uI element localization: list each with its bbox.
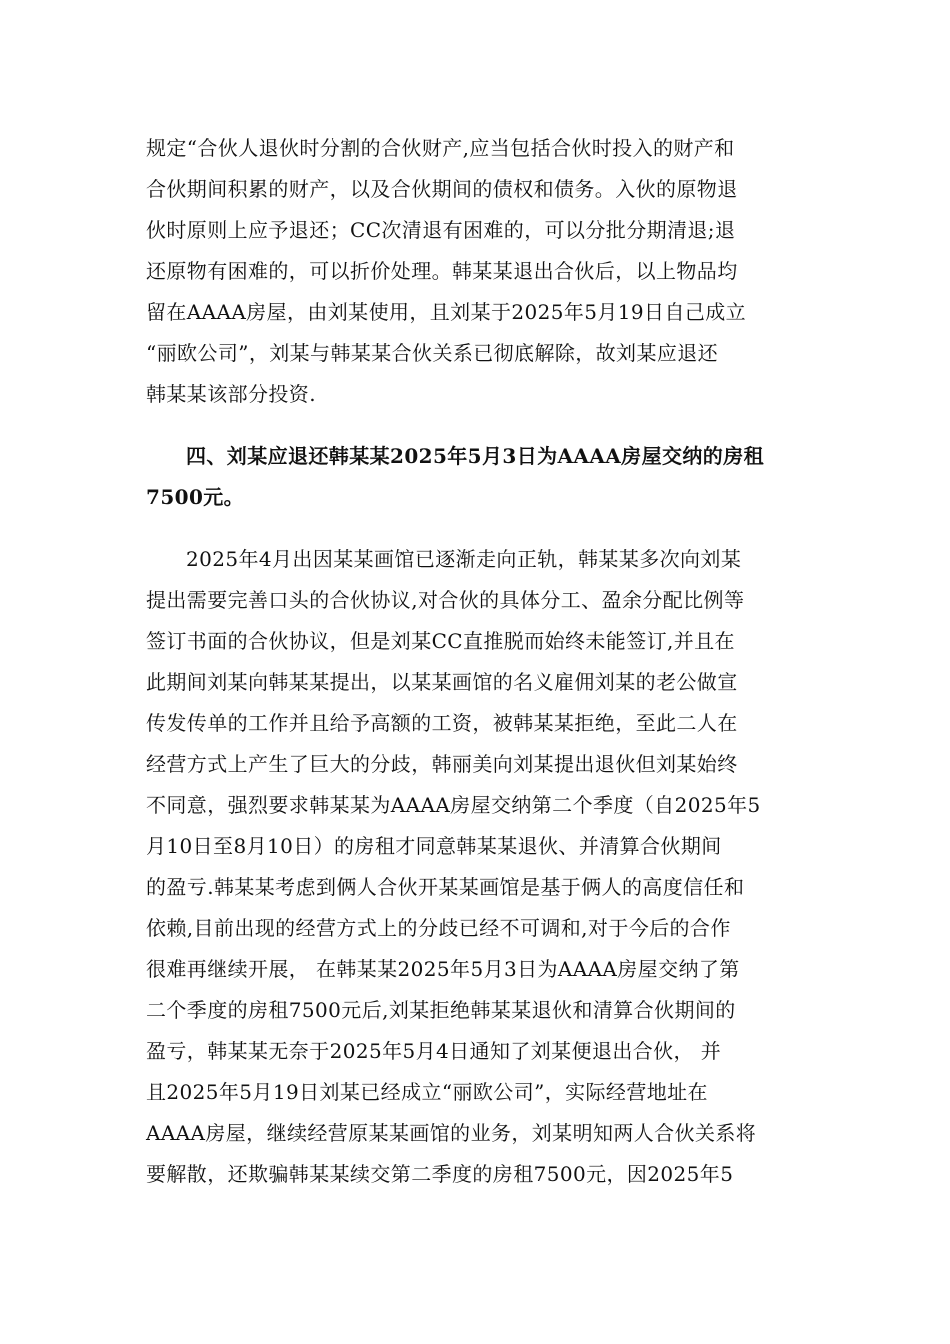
text-line: 二个季度的房租7500元后,刘某拒绝韩某某退伙和清算合伙期间的 bbox=[146, 998, 736, 1022]
paragraph-rent-dispute bbox=[146, 539, 806, 1195]
text-line: 伙时原则上应予退还；CC次清退有困难的，可以分批分期清退;退 bbox=[146, 218, 736, 242]
text-line: 月10日至8月10日）的房租才同意韩某某退伙、并清算合伙期间 bbox=[146, 834, 722, 858]
text-line: 很难再继续开展， 在韩某某2025年5月3日为AAAA房屋交纳了第 bbox=[146, 957, 740, 981]
text-line: 规定“合伙人退伙时分割的合伙财产,应当包括合伙时投入的财产和 bbox=[146, 136, 735, 160]
text-line: 经营方式上产生了巨大的分歧，韩丽美向刘某提出退伙但刘某始终 bbox=[146, 752, 738, 776]
text-line: 不同意，强烈要求韩某某为AAAA房屋交纳第二个季度（自2025年5 bbox=[146, 793, 761, 817]
text-line: 韩某某该部分投资. bbox=[146, 382, 316, 406]
text-line: 要解散，还欺骗韩某某续交第二季度的房租7500元，因2025年5 bbox=[146, 1162, 734, 1186]
text-line: 还原物有困难的，可以折价处理。韩某某退出合伙后，以上物品均 bbox=[146, 259, 738, 283]
text-line: 的盈亏.韩某某考虑到俩人合伙开某某画馆是基于俩人的高度信任和 bbox=[146, 875, 745, 899]
section-heading-4 bbox=[146, 436, 806, 518]
text-line: 提出需要完善口头的合伙协议,对合伙的具体分工、盈余分配比例等 bbox=[146, 588, 745, 612]
text-line: “丽欧公司”，刘某与韩某某合伙关系已彻底解除，故刘某应退还 bbox=[146, 341, 719, 365]
text-line: 依赖,目前出现的经营方式上的分歧已经不可调和,对于今后的合作 bbox=[146, 916, 731, 940]
text-line: 2025年4月出因某某画馆已逐渐走向正轨，韩某某多次向刘某 bbox=[186, 547, 742, 571]
document-body bbox=[146, 128, 806, 1195]
heading-line: 四、刘某应退还韩某某2025年5月3日为AAAA房屋交纳的房租 bbox=[186, 444, 764, 468]
text-line: AAAA房屋，继续经营原某某画馆的业务，刘某明知两人合伙关系将 bbox=[146, 1121, 757, 1145]
text-line: 且2025年5月19日刘某已经成立“丽欧公司”，实际经营地址在 bbox=[146, 1080, 708, 1104]
text-line: 此期间刘某向韩某某提出，以某某画馆的名义雇佣刘某的老公做宣 bbox=[146, 670, 738, 694]
text-line: 留在AAAA房屋，由刘某使用，且刘某于2025年5月19日自己成立 bbox=[146, 300, 747, 324]
text-line: 盈亏，韩某某无奈于2025年5月4日通知了刘某便退出合伙， 并 bbox=[146, 1039, 722, 1063]
text-line: 合伙期间积累的财产，以及合伙期间的债权和债务。入伙的原物退 bbox=[146, 177, 738, 201]
paragraph-partnership-property bbox=[146, 128, 806, 415]
text-line: 传发传单的工作并且给予高额的工资，被韩某某拒绝，至此二人在 bbox=[146, 711, 738, 735]
heading-line: 7500元。 bbox=[146, 485, 245, 509]
text-line: 签订书面的合伙协议，但是刘某CC直推脱而始终未能签订,并且在 bbox=[146, 629, 735, 653]
